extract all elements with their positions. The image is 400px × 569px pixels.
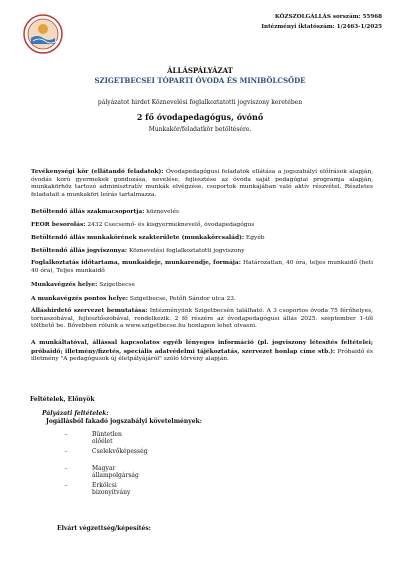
document-number: Intézményi iktatószám: 1/2463-1/2025 (261, 24, 382, 30)
document-meta (261, 12, 382, 32)
feor-label: FEOR besorolás: (31, 221, 86, 228)
duties-paragraph (31, 168, 373, 200)
position-subtitle: Munkakör/feladatkör betöltésére. (148, 126, 252, 133)
place-paragraph (31, 281, 373, 290)
duties-label: Tevékenységi kör (ellátandó feladatok): (31, 168, 164, 175)
address-paragraph (31, 295, 373, 304)
intro-text: pályázatot hirdet Köznevelési foglalkoztatotti jogviszony keretében (97, 99, 303, 106)
misc-text: Próbaidő és illetmény "A pedagógusok új életpályájáról" szóló törvény alapján. (31, 348, 373, 363)
education-heading: Elvárt végzettség/képesítés: (57, 525, 151, 532)
place-label: Munkavégzés helye: (31, 281, 98, 288)
misc-paragraph (31, 339, 373, 364)
dash-icon: - (65, 431, 68, 438)
field-label: Betöltendő állás munkakörének szakterülete (munkakörcsalád): (31, 234, 245, 241)
employment-label: Foglalkoztatás időtartama, munkaideje, munkarendje, formája: (31, 259, 241, 266)
about-label: Álláshirdető szervezet bemutatása: (31, 307, 148, 314)
legal-requirements-heading: Jogállásból fakadó jogszabályi követelmények: (46, 418, 202, 425)
field-paragraph (31, 234, 373, 243)
position-title: 2 fő óvodapedagógus, óvónő (136, 112, 264, 122)
employment-paragraph (31, 259, 373, 275)
group-label: Betöltendő állás szakmacsoportja: (31, 208, 145, 215)
about-paragraph (31, 307, 373, 331)
group-paragraph (31, 208, 373, 217)
document-title: ÁLLÁSPÁLYÁZAT (167, 66, 233, 75)
misc-label: A munkáltatóval, állással kapcsolatos egyéb lényeges információ (pl. jogviszony létesítés feltételei; próbaidő; illetmény/fizetés, speciális adatvédelmi tájékoztatás, szervezet honlap címe stb.): (31, 339, 373, 355)
address-text: Szigetbecse, Petőfi Sándor utca 23. (128, 296, 236, 302)
conditions-title: Feltételek, Előnyök (30, 396, 95, 403)
dash-icon: - (65, 465, 68, 472)
legal-text: Köznevelési foglalkoztatotti jogviszony (127, 248, 245, 254)
field-text: Egyéb (244, 235, 265, 241)
feor-text: 2432 Csecsemő- és kisgyermeknevelő, óvodapedagógus (85, 222, 255, 228)
dash-icon: - (65, 448, 68, 455)
address-label: A munkavégzés pontos helye: (31, 295, 129, 302)
group-text: köznevelés (144, 209, 179, 215)
feor-paragraph (31, 221, 373, 230)
legal-label: Betöltendő állás jogviszonya: (31, 247, 128, 254)
serial-number: KÖZSZOLGÁLLÁS sorszám: 55968 (274, 14, 382, 20)
place-text: Szigetbecse (97, 282, 135, 288)
document-page: KÖZSZOLGÁLLÁS sorszám: 55968 Intézményi iktatószám: 1/2463-1/2025 ÁLLÁSPÁLYÁZAT SZIGETBECSEI TÓPARTI ÓVODA ÉS MINIBÖLCSŐDE pályázatot hirdet Köznevelési foglalkoztatotti jogviszony keretében 2 fő óvodapedagógus, óvónő Munkakör/feladatkör betöltésére. Tevékenységi kör (ellátandó feladatok): Óvodapedagógusi feladatok ellátása a jogszabályi előírások alapján, óvodás korú gyermekek gondozása, nevelése, fejlesztése az óvoda saját pedagógiai programja alapján, munkakörhöz tartozó adminisztratív munkák elvégzése, csoportok munkájában való aktív részvétel. Részletes feladatait a munkaköri leírás tartalmazza. Betöltendő állás szakmacsoportja: köznevelés FEOR besorolás: 2432 Csecsemő- és kisgyermeknevelő, óvodapedagógus Betöltendő állás munkakörének szakterülete (munkakörcsalád): Egyéb Betöltendő állás jogviszonya: Köznevelési foglalkoztatotti jogviszony Foglalkoztatás időtartama, munkaideje, munkarendje, formája: Határozatlan, 40 óra, teljes munkaidő (heti 40 óra), Teljes munkaidő Munkavégzés helye: Szigetbecse A munkavégzés pontos helye: Szigetbecse, Petőfi Sándor utca 23. Álláshirdető szervezet bemutatása: Intézményünk Szigetbecsén található. A 3 csoportos óvoda 75 férőhelyes, tornaszobával, fejlesztőszobával, rendelkezik. 2 fő részére az óvodapedagógusi állás 2025. szeptember 1-től tölthető be. Bővebben rólunk a www.szigetbecse.hu honlapon lehet olvasni. A munkáltatóval, állással kapcsolatos egyéb lényeges információ (pl. jogviszony létesítés feltételei; próbaidő; illetmény/fizetés, speciális adatvédelmi tájékoztatás, szervezet honlap címe stb.): Próbaidő és illetmény "A pedagógusok új életpályájáról" szóló törvény alapján. Feltételek, Előnyök Pályázati feltételek: Jogállásból fakadó jogszabályi követelmények: - Büntetlen előélet - Cselekvőképesség - Magyar állampolgárság - Erkölcsi bizonyítvány Elvárt végzettség/képesítés: (0, 0, 400, 569)
institution-name: SZIGETBECSEI TÓPARTI ÓVODA ÉS MINIBÖLCSŐDE (94, 76, 306, 85)
duties-text: Óvodapedagógusi feladatok ellátása a jogszabályi előírások alapján, óvodás korú gyermekek gondozása, nevelése, fejlesztése az óvoda saját pedagógiai programja alapján, munkakörhöz tartozó adminisztratív munkák elvégzése, csoportok munkájában való aktív részvétel. Részletes feladatait a munkaköri leírás tartalmazza. (31, 169, 373, 199)
employment-text: Határozatlan, 40 óra, teljes munkaidő (heti 40 óra), Teljes munkaidő (31, 260, 373, 274)
conditions-subtitle: Pályázati feltételek: (42, 410, 109, 417)
institution-logo (23, 14, 63, 54)
legal-paragraph (31, 247, 373, 256)
about-text: Intézményünk Szigetbecsén található. A 3 csoportos óvoda 75 férőhelyes, tornaszobával, fejlesztőszobával, rendelkezik. 2 fő részére az óvodapedagógusi állás 2025. szeptember 1-től tölthető be. Bővebben rólunk a www.szigetbecse.hu honlapon lehet olvasni. (31, 308, 374, 330)
dash-icon: - (65, 482, 68, 489)
